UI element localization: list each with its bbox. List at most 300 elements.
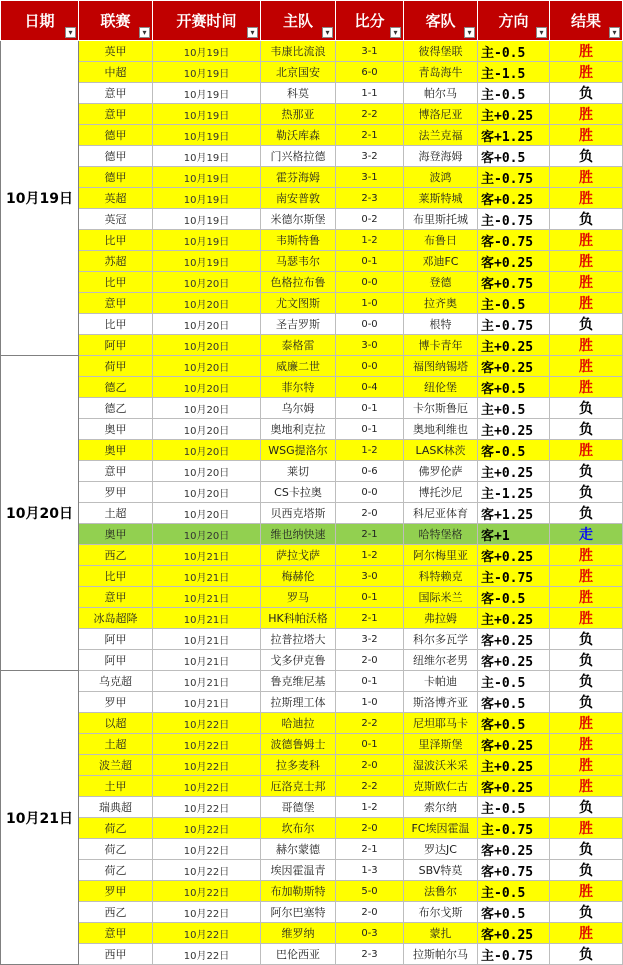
table-row <box>1 797 623 818</box>
score-cell: 2-1 <box>336 524 404 545</box>
table-row <box>1 650 623 671</box>
direction-cell: 客+0.25 <box>478 650 550 671</box>
filter-dropdown-icon[interactable]: ▾ <box>536 27 547 38</box>
direction-cell: 主-0.75 <box>478 944 550 965</box>
league-cell: 英甲 <box>79 41 153 62</box>
direction-cell: 主-1.25 <box>478 482 550 503</box>
result-cell: 负 <box>550 461 623 482</box>
home-team-cell: 哥德堡 <box>261 797 336 818</box>
away-team-cell: 克斯欧仁古 <box>404 776 478 797</box>
home-team-cell: 奥地利克拉 <box>261 419 336 440</box>
filter-dropdown-icon[interactable]: ▾ <box>65 27 76 38</box>
kickoff-cell: 10月20日 <box>153 272 261 293</box>
league-cell: 德甲 <box>79 146 153 167</box>
result-cell: 胜 <box>550 167 623 188</box>
kickoff-cell: 10月22日 <box>153 734 261 755</box>
league-cell: 土超 <box>79 734 153 755</box>
league-cell: 荷甲 <box>79 356 153 377</box>
table-row <box>1 377 623 398</box>
away-team-cell: FC埃因霍温 <box>404 818 478 839</box>
direction-cell: 主-0.5 <box>478 83 550 104</box>
home-team-cell: 勒沃库森 <box>261 125 336 146</box>
away-team-cell: 科尔多瓦学 <box>404 629 478 650</box>
table-row <box>1 902 623 923</box>
table-row <box>1 356 623 377</box>
direction-cell: 客+0.5 <box>478 692 550 713</box>
result-cell: 负 <box>550 839 623 860</box>
direction-cell: 主+0.5 <box>478 398 550 419</box>
direction-cell: 主-1.5 <box>478 62 550 83</box>
away-team-cell: 阿尔梅里亚 <box>404 545 478 566</box>
table-row <box>1 881 623 902</box>
league-cell: 意甲 <box>79 83 153 104</box>
score-cell: 1-0 <box>336 293 404 314</box>
date-cell: 10月21日 <box>1 671 79 965</box>
home-team-cell: 萨拉戈萨 <box>261 545 336 566</box>
result-cell: 胜 <box>550 272 623 293</box>
away-team-cell: 斯洛博齐亚 <box>404 692 478 713</box>
direction-cell: 主+0.25 <box>478 755 550 776</box>
result-cell: 胜 <box>550 335 623 356</box>
table-row <box>1 461 623 482</box>
table-row <box>1 293 623 314</box>
league-cell: 乌克超 <box>79 671 153 692</box>
kickoff-cell: 10月19日 <box>153 41 261 62</box>
table-row <box>1 314 623 335</box>
league-cell: 意甲 <box>79 293 153 314</box>
result-cell: 胜 <box>550 923 623 944</box>
direction-cell: 主-0.5 <box>478 41 550 62</box>
direction-cell: 客+0.5 <box>478 146 550 167</box>
home-team-cell: 韦斯特鲁 <box>261 230 336 251</box>
result-cell: 胜 <box>550 188 623 209</box>
result-cell: 胜 <box>550 293 623 314</box>
away-team-cell: 弗拉姆 <box>404 608 478 629</box>
direction-cell: 客-0.5 <box>478 587 550 608</box>
direction-cell: 主+0.25 <box>478 419 550 440</box>
home-team-cell: 维也纳快速 <box>261 524 336 545</box>
score-cell: 1-0 <box>336 692 404 713</box>
score-cell: 3-1 <box>336 41 404 62</box>
table-row <box>1 146 623 167</box>
away-team-cell: 布鲁日 <box>404 230 478 251</box>
score-cell: 0-0 <box>336 482 404 503</box>
kickoff-cell: 10月19日 <box>153 83 261 104</box>
kickoff-cell: 10月21日 <box>153 587 261 608</box>
kickoff-cell: 10月20日 <box>153 482 261 503</box>
direction-cell: 主-0.75 <box>478 314 550 335</box>
result-cell: 胜 <box>550 377 623 398</box>
score-cell: 2-0 <box>336 755 404 776</box>
league-cell: 波兰超 <box>79 755 153 776</box>
direction-cell: 客-0.5 <box>478 440 550 461</box>
result-cell: 胜 <box>550 230 623 251</box>
score-cell: 2-3 <box>336 944 404 965</box>
kickoff-cell: 10月22日 <box>153 713 261 734</box>
direction-cell: 主+0.25 <box>478 461 550 482</box>
kickoff-cell: 10月22日 <box>153 755 261 776</box>
home-team-cell: 米德尔斯堡 <box>261 209 336 230</box>
league-cell: 英冠 <box>79 209 153 230</box>
table-row <box>1 419 623 440</box>
direction-cell: 客+0.75 <box>478 272 550 293</box>
league-cell: 苏超 <box>79 251 153 272</box>
away-team-cell: 布里斯托城 <box>404 209 478 230</box>
table-row <box>1 944 623 965</box>
kickoff-cell: 10月19日 <box>153 104 261 125</box>
home-team-cell: 梅赫伦 <box>261 566 336 587</box>
result-cell: 负 <box>550 797 623 818</box>
league-cell: 德甲 <box>79 125 153 146</box>
score-cell: 2-3 <box>336 188 404 209</box>
league-cell: 西甲 <box>79 944 153 965</box>
score-cell: 0-1 <box>336 419 404 440</box>
table-row <box>1 713 623 734</box>
direction-cell: 主-0.75 <box>478 167 550 188</box>
table-body <box>1 41 623 965</box>
league-cell: 中超 <box>79 62 153 83</box>
direction-cell: 客+0.25 <box>478 188 550 209</box>
table-row <box>1 545 623 566</box>
league-cell: 比甲 <box>79 272 153 293</box>
table-row <box>1 125 623 146</box>
league-cell: 意甲 <box>79 104 153 125</box>
direction-cell: 客+0.5 <box>478 377 550 398</box>
table-row <box>1 482 623 503</box>
league-cell: 冰岛超降 <box>79 608 153 629</box>
result-cell: 负 <box>550 692 623 713</box>
result-cell: 负 <box>550 146 623 167</box>
league-cell: 英超 <box>79 188 153 209</box>
home-team-cell: 拉斯理工体 <box>261 692 336 713</box>
home-team-cell: 威廉二世 <box>261 356 336 377</box>
home-team-cell: 泰格雷 <box>261 335 336 356</box>
table-row <box>1 230 623 251</box>
table-row <box>1 209 623 230</box>
table-row <box>1 251 623 272</box>
home-team-cell: 巴伦西亚 <box>261 944 336 965</box>
score-cell: 2-0 <box>336 902 404 923</box>
score-cell: 0-1 <box>336 671 404 692</box>
score-cell: 0-0 <box>336 356 404 377</box>
score-cell: 2-2 <box>336 713 404 734</box>
kickoff-cell: 10月21日 <box>153 629 261 650</box>
table-row <box>1 860 623 881</box>
direction-cell: 主+0.25 <box>478 335 550 356</box>
score-cell: 0-6 <box>336 461 404 482</box>
score-cell: 1-2 <box>336 797 404 818</box>
home-team-cell: 莱切 <box>261 461 336 482</box>
direction-cell: 客+1 <box>478 524 550 545</box>
home-team-cell: 霍芬海姆 <box>261 167 336 188</box>
league-cell: 瑞典超 <box>79 797 153 818</box>
away-team-cell: 博托沙尼 <box>404 482 478 503</box>
score-cell: 0-0 <box>336 272 404 293</box>
away-team-cell: SBV特莫 <box>404 860 478 881</box>
league-cell: 阿甲 <box>79 335 153 356</box>
score-cell: 0-0 <box>336 314 404 335</box>
score-cell: 3-2 <box>336 629 404 650</box>
direction-cell: 主-0.5 <box>478 797 550 818</box>
table-row <box>1 398 623 419</box>
league-cell: 土超 <box>79 503 153 524</box>
table-row <box>1 566 623 587</box>
score-cell: 1-1 <box>336 83 404 104</box>
kickoff-cell: 10月21日 <box>153 608 261 629</box>
home-team-cell: 乌尔姆 <box>261 398 336 419</box>
score-cell: 1-3 <box>336 860 404 881</box>
away-team-cell: LASK林茨 <box>404 440 478 461</box>
direction-cell: 主-0.5 <box>478 881 550 902</box>
kickoff-cell: 10月19日 <box>153 125 261 146</box>
direction-cell: 主+0.25 <box>478 104 550 125</box>
kickoff-cell: 10月22日 <box>153 944 261 965</box>
home-team-cell: 南安普敦 <box>261 188 336 209</box>
kickoff-cell: 10月21日 <box>153 545 261 566</box>
direction-cell: 客+0.75 <box>478 860 550 881</box>
away-team-cell: 登德 <box>404 272 478 293</box>
table-row <box>1 587 623 608</box>
direction-cell: 客+0.25 <box>478 734 550 755</box>
kickoff-cell: 10月22日 <box>153 839 261 860</box>
kickoff-cell: 10月20日 <box>153 356 261 377</box>
away-team-cell: 帕尔马 <box>404 83 478 104</box>
home-team-cell: WSG提洛尔 <box>261 440 336 461</box>
score-cell: 0-1 <box>336 587 404 608</box>
direction-cell: 客+1.25 <box>478 503 550 524</box>
home-team-cell: 赫尔蒙德 <box>261 839 336 860</box>
away-team-cell: 奥地利维也 <box>404 419 478 440</box>
result-cell: 胜 <box>550 440 623 461</box>
result-cell: 负 <box>550 83 623 104</box>
away-team-cell: 拉齐奥 <box>404 293 478 314</box>
header-result: 结果 ▾ <box>550 1 623 41</box>
kickoff-cell: 10月20日 <box>153 419 261 440</box>
kickoff-cell: 10月20日 <box>153 314 261 335</box>
result-cell: 负 <box>550 419 623 440</box>
direction-cell: 主-0.75 <box>478 209 550 230</box>
kickoff-cell: 10月19日 <box>153 188 261 209</box>
home-team-cell: 热那亚 <box>261 104 336 125</box>
league-cell: 德甲 <box>79 167 153 188</box>
result-cell: 胜 <box>550 587 623 608</box>
home-team-cell: HK科帕沃格 <box>261 608 336 629</box>
league-cell: 荷乙 <box>79 860 153 881</box>
filter-dropdown-icon[interactable]: ▾ <box>139 27 150 38</box>
kickoff-cell: 10月19日 <box>153 146 261 167</box>
home-team-cell: 维罗纳 <box>261 923 336 944</box>
away-team-cell: 尼坦耶马卡 <box>404 713 478 734</box>
table-row <box>1 734 623 755</box>
filter-dropdown-icon[interactable]: ▾ <box>322 27 333 38</box>
table-row <box>1 440 623 461</box>
league-cell: 比甲 <box>79 314 153 335</box>
league-cell: 西乙 <box>79 902 153 923</box>
direction-cell: 客+0.25 <box>478 251 550 272</box>
result-cell: 负 <box>550 671 623 692</box>
kickoff-cell: 10月20日 <box>153 461 261 482</box>
result-cell: 负 <box>550 314 623 335</box>
kickoff-cell: 10月22日 <box>153 860 261 881</box>
home-team-cell: 鲁克维尼基 <box>261 671 336 692</box>
result-cell: 负 <box>550 398 623 419</box>
league-cell: 土甲 <box>79 776 153 797</box>
score-cell: 0-3 <box>336 923 404 944</box>
direction-cell: 客+0.5 <box>478 713 550 734</box>
score-cell: 2-2 <box>336 776 404 797</box>
result-cell: 负 <box>550 650 623 671</box>
league-cell: 荷乙 <box>79 839 153 860</box>
score-cell: 3-1 <box>336 167 404 188</box>
result-cell: 胜 <box>550 125 623 146</box>
kickoff-cell: 10月20日 <box>153 377 261 398</box>
table-row <box>1 755 623 776</box>
league-cell: 意甲 <box>79 587 153 608</box>
direction-cell: 主-0.75 <box>478 566 550 587</box>
away-team-cell: 湿波沃米采 <box>404 755 478 776</box>
result-cell: 胜 <box>550 776 623 797</box>
home-team-cell: 尤文图斯 <box>261 293 336 314</box>
away-team-cell: 法兰克福 <box>404 125 478 146</box>
away-team-cell: 彼得堡联 <box>404 41 478 62</box>
direction-cell: 主-0.75 <box>478 818 550 839</box>
table-row <box>1 692 623 713</box>
league-cell: 德乙 <box>79 377 153 398</box>
result-cell: 走 <box>550 524 623 545</box>
direction-cell: 客+0.5 <box>478 902 550 923</box>
table-row <box>1 923 623 944</box>
table-row <box>1 104 623 125</box>
kickoff-cell: 10月19日 <box>153 251 261 272</box>
table-row <box>1 62 623 83</box>
away-team-cell: 博洛尼亚 <box>404 104 478 125</box>
home-team-cell: 北京国安 <box>261 62 336 83</box>
away-team-cell: 波鸿 <box>404 167 478 188</box>
home-team-cell: 阿尔巴塞特 <box>261 902 336 923</box>
away-team-cell: 卡尔斯鲁厄 <box>404 398 478 419</box>
table-row <box>1 503 623 524</box>
home-team-cell: 韦康比流浪 <box>261 41 336 62</box>
home-team-cell: 厄洛克士邦 <box>261 776 336 797</box>
kickoff-cell: 10月20日 <box>153 398 261 419</box>
away-team-cell: 拉斯帕尔马 <box>404 944 478 965</box>
home-team-cell: 布加勒斯特 <box>261 881 336 902</box>
score-cell: 0-4 <box>336 377 404 398</box>
league-cell: 奥甲 <box>79 419 153 440</box>
home-team-cell: 哈迪拉 <box>261 713 336 734</box>
direction-cell: 客+0.25 <box>478 545 550 566</box>
score-cell: 6-0 <box>336 62 404 83</box>
league-cell: 比甲 <box>79 566 153 587</box>
away-team-cell: 纽伦堡 <box>404 377 478 398</box>
header-score: 比分 ▾ <box>336 1 404 41</box>
league-cell: 奥甲 <box>79 440 153 461</box>
away-team-cell: 青岛海牛 <box>404 62 478 83</box>
result-cell: 胜 <box>550 734 623 755</box>
direction-cell: 客+0.25 <box>478 776 550 797</box>
result-cell: 负 <box>550 944 623 965</box>
league-cell: 阿甲 <box>79 629 153 650</box>
score-cell: 2-0 <box>336 650 404 671</box>
away-team-cell: 蒙扎 <box>404 923 478 944</box>
table-row <box>1 524 623 545</box>
score-cell: 2-0 <box>336 818 404 839</box>
kickoff-cell: 10月20日 <box>153 440 261 461</box>
league-cell: 意甲 <box>79 461 153 482</box>
home-team-cell: 圣吉罗斯 <box>261 314 336 335</box>
result-cell: 胜 <box>550 251 623 272</box>
result-cell: 胜 <box>550 755 623 776</box>
away-team-cell: 根特 <box>404 314 478 335</box>
home-team-cell: 坎布尔 <box>261 818 336 839</box>
kickoff-cell: 10月20日 <box>153 293 261 314</box>
score-cell: 0-1 <box>336 251 404 272</box>
direction-cell: 主+0.25 <box>478 608 550 629</box>
filter-dropdown-icon[interactable]: ▾ <box>390 27 401 38</box>
kickoff-cell: 10月19日 <box>153 209 261 230</box>
result-cell: 负 <box>550 503 623 524</box>
league-cell: 罗甲 <box>79 482 153 503</box>
filter-dropdown-icon[interactable]: ▾ <box>609 27 620 38</box>
score-cell: 2-1 <box>336 608 404 629</box>
away-team-cell: 里泽斯堡 <box>404 734 478 755</box>
away-team-cell: 卡帕迪 <box>404 671 478 692</box>
result-cell: 胜 <box>550 818 623 839</box>
filter-dropdown-icon[interactable]: ▾ <box>247 27 258 38</box>
direction-cell: 客+0.25 <box>478 629 550 650</box>
result-cell: 负 <box>550 860 623 881</box>
away-team-cell: 罗达JC <box>404 839 478 860</box>
table-row <box>1 671 623 692</box>
away-team-cell: 哈特堡格 <box>404 524 478 545</box>
kickoff-cell: 10月22日 <box>153 881 261 902</box>
away-team-cell: 科尼亚体育 <box>404 503 478 524</box>
away-team-cell: 福图纳锡塔 <box>404 356 478 377</box>
header-row <box>1 1 623 41</box>
league-cell: 西乙 <box>79 545 153 566</box>
away-team-cell: 索尔纳 <box>404 797 478 818</box>
header-away: 客队 ▾ <box>404 1 478 41</box>
league-cell: 比甲 <box>79 230 153 251</box>
kickoff-cell: 10月22日 <box>153 776 261 797</box>
result-cell: 胜 <box>550 713 623 734</box>
header-kickoff: 开赛时间 ▾ <box>153 1 261 41</box>
league-cell: 以超 <box>79 713 153 734</box>
league-cell: 意甲 <box>79 923 153 944</box>
kickoff-cell: 10月20日 <box>153 335 261 356</box>
kickoff-cell: 10月22日 <box>153 797 261 818</box>
table-row <box>1 608 623 629</box>
result-cell: 负 <box>550 902 623 923</box>
score-cell: 0-1 <box>336 734 404 755</box>
score-cell: 5-0 <box>336 881 404 902</box>
score-cell: 1-2 <box>336 545 404 566</box>
table-row <box>1 188 623 209</box>
kickoff-cell: 10月19日 <box>153 230 261 251</box>
table-row <box>1 839 623 860</box>
home-team-cell: 菲尔特 <box>261 377 336 398</box>
kickoff-cell: 10月22日 <box>153 818 261 839</box>
kickoff-cell: 10月21日 <box>153 671 261 692</box>
score-cell: 3-0 <box>336 335 404 356</box>
filter-dropdown-icon[interactable]: ▾ <box>464 27 475 38</box>
result-cell: 胜 <box>550 104 623 125</box>
away-team-cell: 纽维尔老男 <box>404 650 478 671</box>
home-team-cell: 科莫 <box>261 83 336 104</box>
direction-cell: 客+0.25 <box>478 839 550 860</box>
kickoff-cell: 10月22日 <box>153 902 261 923</box>
kickoff-cell: 10月20日 <box>153 503 261 524</box>
